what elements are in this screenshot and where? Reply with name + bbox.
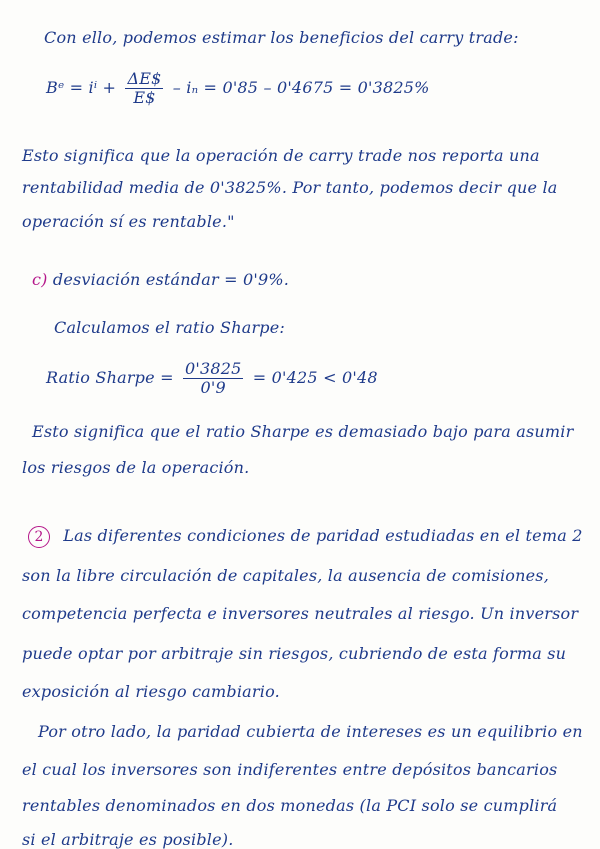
- text-line: Por otro lado, la paridad cubierta de intereses es un equilibrio en: [38, 722, 583, 741]
- section-2-line: [28, 526, 583, 548]
- text-line: competencia perfecta e inversores neutrales al riesgo. Un inversor: [22, 604, 579, 623]
- text-line: Esto significa que el ratio Sharpe es demasiado bajo para asumir: [32, 422, 574, 441]
- text-line: rentables denominados en dos monedas (la PCI solo se cumplirá: [22, 796, 558, 815]
- text-line: Esto significa que la operación de carry trade nos reporta una: [22, 146, 540, 165]
- text-line: Calculamos el ratio Sharpe:: [54, 318, 286, 337]
- formula-benefits: [46, 70, 430, 107]
- formula-rhs: – iₙ = 0'85 – 0'4675 = 0'3825%: [172, 78, 430, 97]
- formula-fraction: [125, 70, 163, 107]
- text-line: operación sí es rentable.": [22, 212, 235, 231]
- section-text: Las diferentes condiciones de paridad estudiadas en el tema 2: [63, 526, 583, 545]
- section-c-line: [32, 270, 289, 289]
- formula-fraction: [183, 360, 244, 397]
- section-number-circle: 2: [28, 526, 50, 548]
- text-line: son la libre circulación de capitales, la ausencia de comisiones,: [22, 566, 549, 585]
- formula-rhs: = 0'425 < 0'48: [252, 368, 378, 387]
- text-line: puede optar por arbitraje sin riesgos, cubriendo de esta forma su: [22, 644, 567, 663]
- text-line: el cual los inversores son indiferentes entre depósitos bancarios: [22, 760, 558, 779]
- fraction-denominator: E$: [133, 88, 156, 107]
- text-line: rentabilidad media de 0'3825%. Por tanto, podemos decir que la: [22, 178, 558, 197]
- text-line: los riesgos de la operación.: [22, 458, 250, 477]
- fraction-numerator: ΔE$: [127, 69, 162, 88]
- section-text: desviación estándar = 0'9%.: [52, 270, 290, 289]
- formula-lhs: Bᵉ = iⁱ +: [46, 78, 117, 97]
- fraction-numerator: 0'3825: [184, 359, 242, 378]
- fraction-denominator: 0'9: [200, 378, 226, 397]
- text-line: si el arbitraje es posible).: [22, 830, 234, 849]
- formula-lhs: Ratio Sharpe =: [46, 368, 174, 387]
- formula-sharpe: [46, 360, 378, 397]
- intro-line: Con ello, podemos estimar los beneficios del carry trade:: [44, 28, 519, 47]
- text-line: exposición al riesgo cambiario.: [22, 682, 280, 701]
- section-letter: c): [32, 270, 48, 289]
